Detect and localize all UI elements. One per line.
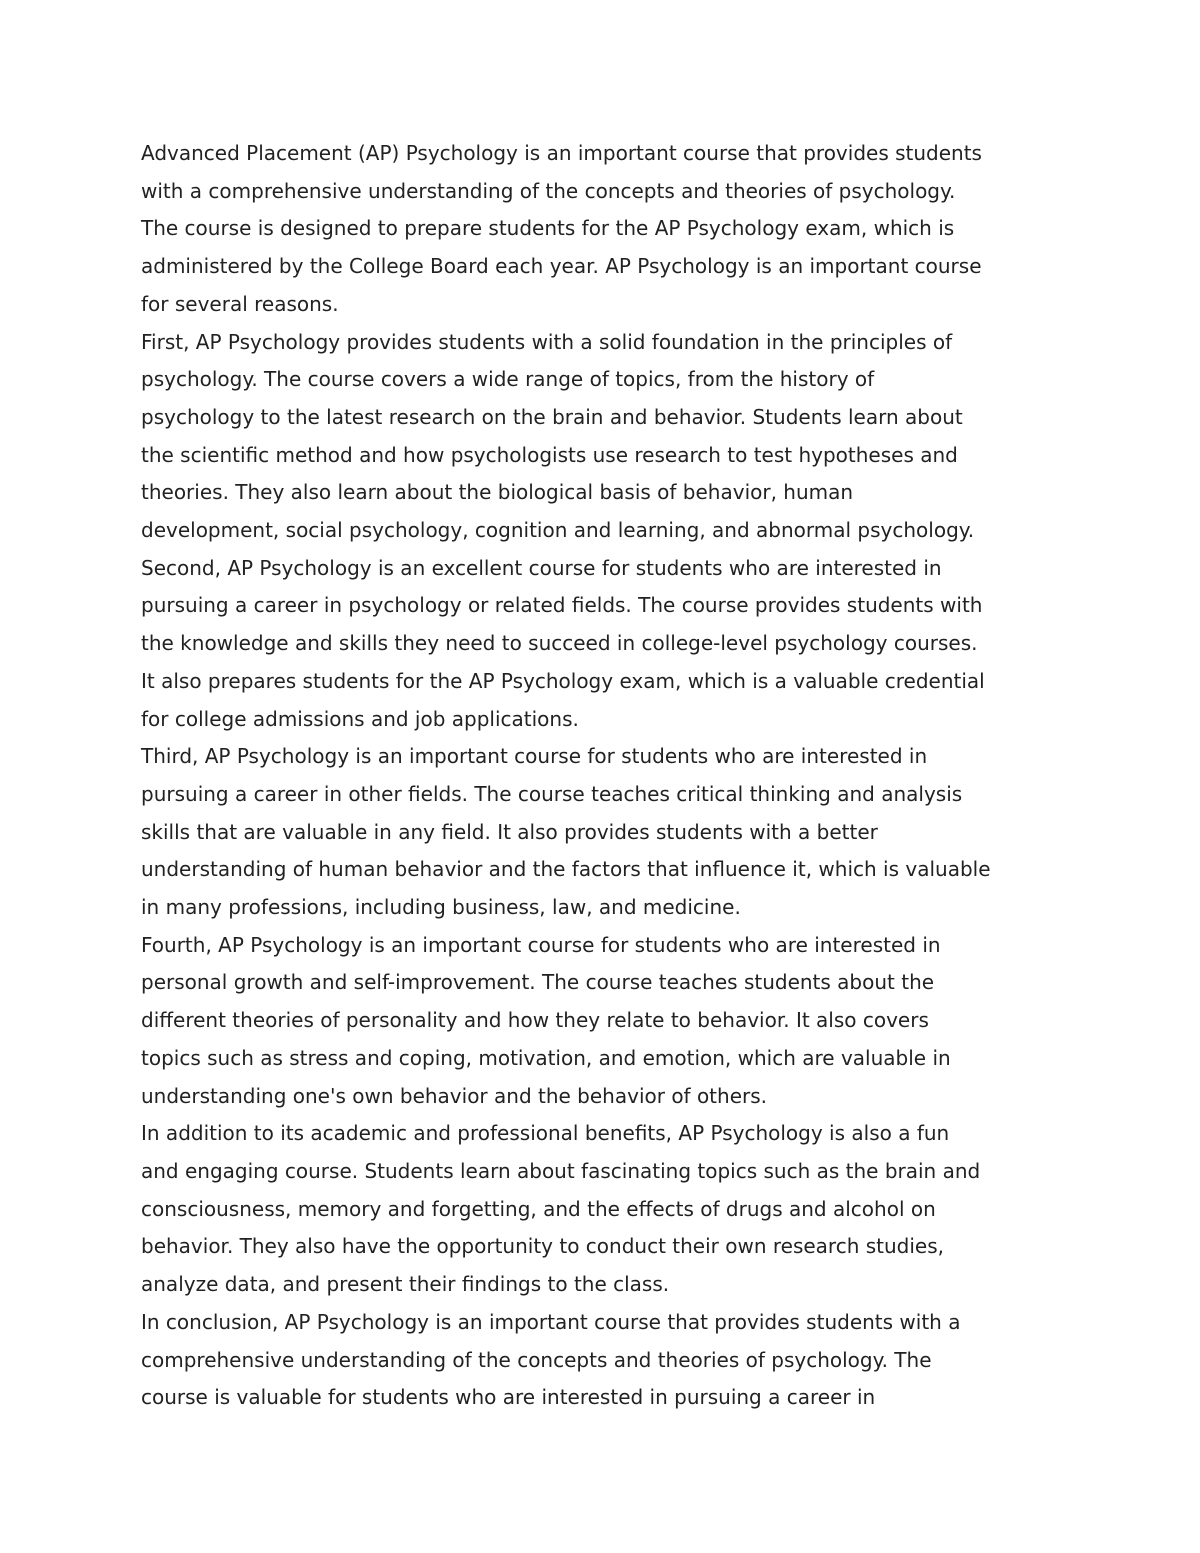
text-line: comprehensive understanding of the concepts and theories of psychology. The [141, 1347, 932, 1372]
text-line: the knowledge and skills they need to succeed in college-level psychology courses. [141, 631, 978, 656]
text-line: course is valuable for students who are interested in pursuing a career in [141, 1385, 876, 1410]
text-line: the scientific method and how psychologists use research to test hypotheses and [141, 442, 958, 467]
text-line: Advanced Placement (AP) Psychology is an important course that provides students [141, 141, 982, 165]
text-line: First, AP Psychology provides students with a solid foundation in the principles of [141, 329, 953, 354]
text-line: behavior. They also have the opportunity to conduct their own research studies, [141, 1234, 945, 1259]
text-line: administered by the College Board each year. AP Psychology is an important course [141, 254, 982, 279]
text-line: In addition to its academic and professional benefits, AP Psychology is also a fun [141, 1121, 950, 1146]
text-line: consciousness, memory and forgetting, and the effects of drugs and alcohol on [141, 1196, 936, 1221]
text-line: psychology. The course covers a wide range of topics, from the history of [141, 367, 875, 392]
text-line: development, social psychology, cognition and learning, and abnormal psychology. [141, 518, 975, 543]
text-line: different theories of personality and how they relate to behavior. It also covers [141, 1008, 929, 1033]
text-line: Second, AP Psychology is an excellent course for students who are interested in [141, 555, 942, 580]
text-line: personal growth and self-improvement. The course teaches students about the [141, 970, 935, 995]
text-line: analyze data, and present their findings to the class. [141, 1272, 670, 1297]
text-line: In conclusion, AP Psychology is an important course that provides students with a [141, 1309, 961, 1334]
text-line: understanding of human behavior and the factors that influence it, which is valuable [141, 857, 991, 882]
text-line: with a comprehensive understanding of the concepts and theories of psychology. [141, 178, 956, 203]
text-line: and engaging course. Students learn about fascinating topics such as the brain and [141, 1158, 981, 1183]
text-line: skills that are valuable in any field. It also provides students with a better [141, 819, 878, 844]
text-line: in many professions, including business, law, and medicine. [141, 895, 741, 920]
text-line: understanding one's own behavior and the behavior of others. [141, 1083, 768, 1108]
text-line: psychology to the latest research on the brain and behavior. Students learn about [141, 404, 963, 429]
text-line: theories. They also learn about the biological basis of behavior, human [141, 480, 854, 505]
text-line: Fourth, AP Psychology is an important course for students who are interested in [141, 932, 941, 957]
text-line: The course is designed to prepare students for the AP Psychology exam, which is [141, 216, 955, 241]
text-line: for college admissions and job applications. [141, 706, 579, 731]
text-line: topics such as stress and coping, motivation, and emotion, which are valuable in [141, 1045, 951, 1070]
text-line: pursuing a career in psychology or related fields. The course provides students with [141, 593, 983, 618]
document-body [141, 135, 1081, 1417]
text-line: It also prepares students for the AP Psychology exam, which is a valuable credential [141, 668, 985, 693]
text-line: Third, AP Psychology is an important course for students who are interested in [141, 744, 928, 769]
text-line: pursuing a career in other fields. The course teaches critical thinking and analysis [141, 781, 963, 806]
text-line: for several reasons. [141, 291, 339, 316]
